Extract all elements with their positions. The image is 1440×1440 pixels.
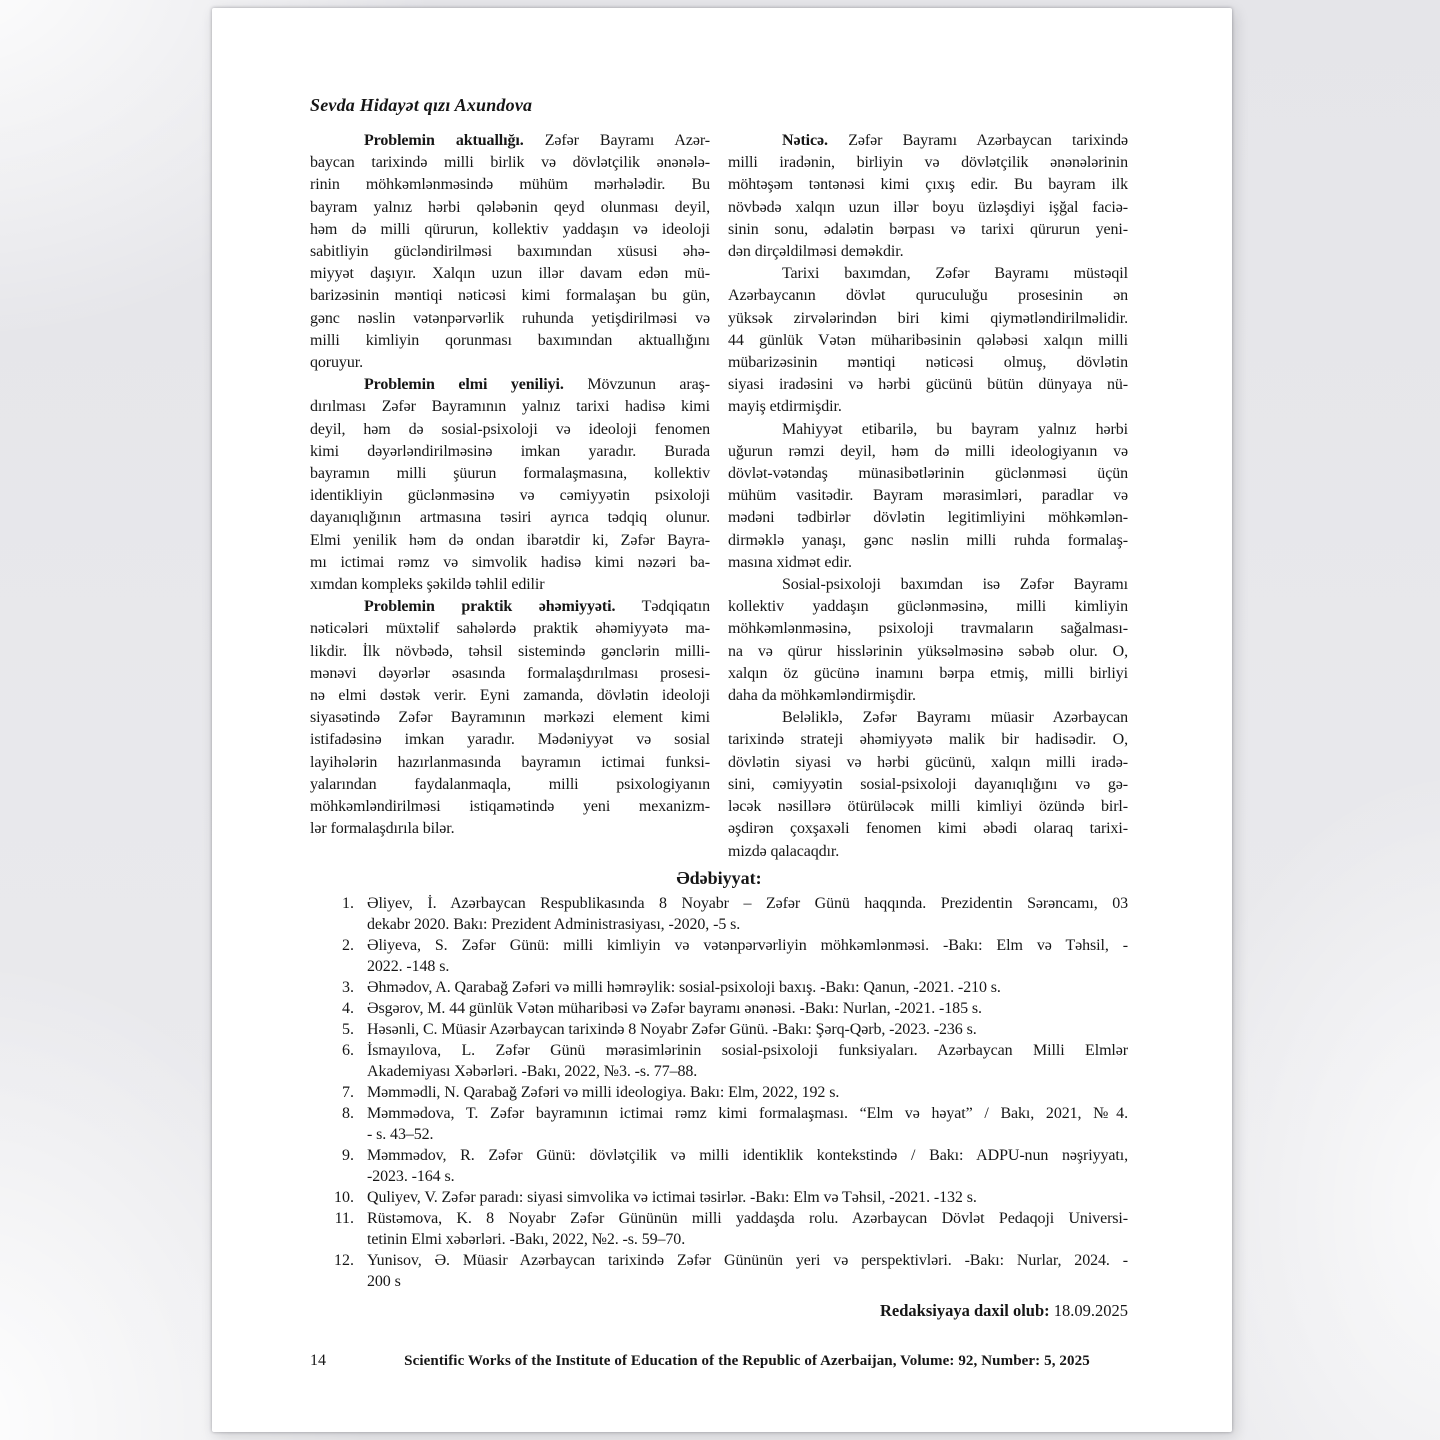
text-line: möhtəşəm təntənəsi kimi çıxış edir. Bu bayram ilk [728, 176, 1128, 194]
bibliography-item [310, 893, 1128, 935]
text-line: Mahiyyət etibarilə, bu bayram yalnız hərbi [782, 420, 1128, 438]
paragraph [728, 263, 1128, 418]
text-line: Elmi yenilik həm də ondan ibarətdir ki, Zəfər Bayra- [310, 531, 710, 549]
text-line: Rüstəmova, K. 8 Noyabr Zəfər Gününün milli yaddaşda rolu. Azərbaycan Dövlət Pedaqoji Universi- [367, 1210, 1128, 1227]
journal-title: Scientific Works of the Institute of Education of the Republic of Azerbaijan, Volume: 92, Number: 5, 2025 [404, 1353, 1090, 1369]
text-line: Əliyev, İ. Azərbaycan Respublikasında 8 Noyabr – Zəfər Günü haqqında. Prezidentin Sərəncamı, 03 [367, 895, 1128, 912]
text-line: siyasətində Zəfər Bayramının mərkəzi element kimi [310, 709, 710, 727]
text-line: 2022. -148 s. [367, 958, 450, 975]
item-text [367, 1103, 1128, 1145]
text-line: dirməklə yanaşı, gənc nəslin milli ruhda formalaş- [728, 531, 1128, 549]
paragraph [310, 374, 710, 596]
text-line: Yunisov, Ə. Müasir Azərbaycan tarixində Zəfər Gününün yeri və perspektivləri. -Bakı: Nurlar, 2024. - [367, 1252, 1128, 1269]
text-line: Əhmədov, A. Qarabağ Zəfəri və milli həmrəylik: sosial-psixoloji baxış. -Bakı: Qanun, -2021. -210 s. [367, 979, 1001, 996]
text-line: xımdan kompleks şəkildə təhlil edilir [310, 576, 545, 594]
item-text [367, 1187, 1128, 1208]
text-line: sabitliyin gücləndirilməsi baxımından xüsusi əhə- [310, 243, 710, 261]
received-label: Redaksiyaya daxil olub: [880, 1301, 1050, 1320]
text-line: Akademiyası Xəbərləri. -Bakı, 2022, №3. -s. 77–88. [367, 1063, 698, 1080]
column-left [310, 130, 710, 863]
bibliography-item [310, 935, 1128, 977]
text-line: rinin möhkəmlənməsində mühüm mərhələdir. Bu [310, 176, 710, 194]
bibliography-item [310, 1103, 1128, 1145]
text-line: əşdirən çoxşaxəli fenomen kimi əbədi olaraq tarixi- [728, 820, 1128, 838]
paragraph [728, 707, 1128, 862]
text-line: dayanıqlığının artmasına təsiri ayrıca tədqiq olunur. [310, 509, 710, 527]
item-text [367, 1019, 1128, 1040]
column-right [728, 130, 1128, 863]
text-line: İsmayılova, L. Zəfər Günü mərasimlərinin sosial-psixoloji funksiyaları. Azərbaycan Milli Elmlər [367, 1042, 1128, 1059]
item-text [367, 1082, 1128, 1103]
text-line: Məmmədli, N. Qarabağ Zəfəri və milli ideologiya. Bakı: Elm, 2022, 192 s. [367, 1084, 840, 1101]
bibliography-item [310, 1019, 1128, 1040]
text-line: nəticələri müxtəlif sahələrdə praktik əhəmiyyətə ma- [310, 620, 710, 638]
text-line: sinin sonu, ədalətin bərpası və tarixi qürurun yeni- [728, 220, 1128, 238]
text-line: ləcək nəsillərə ötürüləcək milli kimliyi özündə birl- [728, 798, 1128, 816]
text-line-rest: Zəfər Bayramı Azər- [544, 132, 711, 149]
text-line: gənc nəslin vətənpərvərlik ruhunda yetişdirilməsi və [310, 309, 710, 327]
paragraph-lead: Problemin aktuallığı. [364, 132, 524, 149]
text-line: daha da möhkəmləndirmişdir. [728, 687, 916, 705]
author-header: Sevda Hidayət qızı Axundova [310, 95, 533, 115]
paragraph [310, 130, 710, 374]
text-line: kollektiv yaddaşın güclənməsinə, milli kimliyin [728, 598, 1128, 616]
page-number: 14 [310, 1352, 326, 1369]
item-number: 1. [342, 895, 354, 912]
text-line: bayram yalnız hərbi qələbənin qeyd olunması deyil, [310, 198, 710, 216]
item-number: 2. [342, 937, 354, 954]
item-text [367, 1208, 1128, 1250]
item-number: 6. [342, 1042, 354, 1059]
text-line: identikliyin güclənməsinə və cəmiyyətin psixoloji [310, 487, 710, 505]
text-line: bayramın milli şüurun formalaşmasına, kollektiv [310, 465, 710, 483]
text-line: Məmmədova, T. Zəfər bayramının ictimai rəmz kimi formalaşması. “Elm və həyat” / Bakı, 2021, №4. [367, 1105, 1128, 1122]
text-line: masına xidmət edir. [728, 553, 852, 571]
text-line-rest: Zəfər Bayramı Azərbaycan tarixində [848, 132, 1128, 149]
item-number: 3. [342, 979, 354, 996]
text-line: Beləliklə, Zəfər Bayramı müasir Azərbaycan [782, 709, 1128, 727]
text-line: siyasi iradəsini və hərbi gücünü bütün dünyaya nü- [728, 376, 1128, 394]
item-number: 8. [342, 1105, 354, 1122]
text-line [310, 374, 710, 396]
item-text [367, 977, 1128, 998]
text-line: mı ictimai rəmz və simvolik hadisə kimi nəzəri ba- [310, 553, 710, 571]
text-line: Əsgərov, M. 44 günlük Vətən müharibəsi və Zəfər bayramı ənənəsi. -Bakı: Nurlan, -2021. -185 s. [367, 1000, 982, 1017]
text-line: möhkəmləndirilməsi istiqamətində yeni mexanizm- [310, 798, 710, 816]
text-line: mədəni tədbirlər dövlətin legitimliyini möhkəmlən- [728, 509, 1128, 527]
text-line: möhkəmlənməsinə, psixoloji travmaların sağalması- [728, 620, 1128, 638]
paragraph [728, 419, 1128, 574]
text-line: na və qürur hisslərinin yüksəlməsinə səbəb olur. O, [728, 642, 1128, 660]
text-line: nə elmi dəstək verir. Eyni zamanda, dövlətin ideoloji [310, 687, 710, 705]
text-line: sini, cəmiyyətin sosial-psixoloji dayanıqlığını və gə- [728, 775, 1128, 793]
text-line-rest: Tədqiqatın [641, 598, 710, 616]
bibliography-item [310, 1208, 1128, 1250]
text-line: 44 günlük Vətən müharibəsinin qələbəsi xalqın milli [728, 331, 1128, 349]
text-line: -2023. -164 s. [367, 1168, 455, 1185]
text-line: növbədə xalqın uzun illər boyu üzləşdiyi işğal faciə- [728, 198, 1128, 216]
paragraph-lead: Problemin praktik əhəmiyyəti. [364, 598, 616, 616]
text-line: Sosial-psixoloji baxımdan isə Zəfər Bayramı [782, 576, 1128, 594]
text-line: mübarizəsinin məntiqi nəticəsi olmuş, dövlətin [728, 354, 1128, 372]
item-number: 12. [334, 1252, 354, 1269]
item-number: 10. [334, 1189, 354, 1206]
item-text [367, 998, 1128, 1019]
text-line: dövlət-vətəndaş münasibətlərinin güclənməsi üçün [728, 465, 1128, 483]
item-text [367, 1040, 1128, 1082]
bibliography-heading: Ədəbiyyat: [676, 868, 762, 888]
text-line [310, 130, 710, 152]
text-line: Quliyev, V. Zəfər paradı: siyasi simvolika və ictimai təsirlər. -Bakı: Elm və Təhsil, -2021. -132 s. [367, 1189, 977, 1206]
text-line: layihələrin hazırlanmasında bayramın ictimai funksi- [310, 753, 710, 771]
text-line: istifadəsinə imkan yaradır. Mədəniyyət və sosial [310, 731, 710, 749]
text-line: tarixində strateji əhəmiyyətə malik bir hadisədir. O, [728, 731, 1128, 749]
item-number: 9. [342, 1147, 354, 1164]
text-line [728, 130, 1128, 152]
page-sheet [212, 8, 1232, 1432]
bibliography-item [310, 977, 1128, 998]
bibliography-item [310, 1040, 1128, 1082]
article-body [310, 130, 1128, 863]
item-number: 4. [342, 1000, 354, 1017]
bibliography-item [310, 998, 1128, 1019]
text-line: kimi dəyərləndirilməsinə imkan yaradır. Burada [310, 442, 710, 460]
bibliography-list [310, 893, 1128, 1292]
item-number: 7. [342, 1084, 354, 1101]
text-line: deyil, həm də sosial-psixoloji və ideoloji fenomen [310, 420, 710, 438]
text-line: miyyət daşıyır. Xalqın uzun illər davam edən mü- [310, 265, 710, 283]
paragraph [728, 130, 1128, 263]
text-line: mizdə qalacaqdır. [728, 842, 840, 860]
paragraph-lead: Problemin elmi yeniliyi. [364, 376, 564, 394]
text-line: mənəvi dəyərlər əsasında formalaşdırılması prosesi- [310, 664, 710, 682]
paragraph [310, 596, 710, 840]
text-line: qoruyur. [310, 354, 363, 372]
text-line: baycan tarixində milli birlik və dövlətçilik ənənələ- [310, 154, 710, 172]
text-line: yalarından faydalanmaqla, milli psixologiyanın [310, 775, 710, 793]
text-line: dırılması Zəfər Bayramının yalnız tarixi hadisə kimi [310, 398, 710, 416]
text-line: mühüm vasitədir. Bayram mərasimləri, paradlar və [728, 487, 1128, 505]
item-number: 11. [334, 1210, 354, 1227]
page-footer [310, 1352, 1128, 1370]
bibliography-item [310, 1082, 1128, 1103]
item-number: 5. [342, 1021, 354, 1038]
text-line: barizəsinin məntiqi nəticəsi kimi formalaşan bu gün, [310, 287, 710, 305]
text-line: Tarixi baxımdan, Zəfər Bayramı müstəqil [782, 265, 1128, 283]
bibliography-item [310, 1145, 1128, 1187]
text-line: milli kimliyin qorunması baxımından aktuallığını [310, 331, 710, 349]
item-text [367, 935, 1128, 977]
text-line: dən dirçəldilməsi deməkdir. [728, 243, 904, 261]
text-line: mayiş etdirmişdir. [728, 398, 842, 416]
text-line: Əliyeva, S. Zəfər Günü: milli kimliyin və vətənpərvərliyin möhkəmlənməsi. -Bakı: Elm və Təhsil, - [367, 937, 1128, 954]
item-text [367, 893, 1128, 935]
text-line-rest: Mövzunun araş- [587, 376, 711, 394]
text-line [310, 596, 710, 618]
text-line: Məmmədov, R. Zəfər Günü: dövlətçilik və milli identiklik kontekstində / Bakı: ADPU-nun nəşriyyatı, [367, 1147, 1128, 1164]
text-line: - s. 43–52. [367, 1126, 434, 1143]
bibliography-item [310, 1250, 1128, 1292]
received-note [310, 1300, 1128, 1322]
item-text [367, 1145, 1128, 1187]
text-line: dekabr 2020. Bakı: Prezident Administrasiyası, -2020, -5 s. [367, 916, 741, 933]
text-line: 200 s [367, 1273, 401, 1290]
text-line: likdir. İlk növbədə, təhsil sistemində gənclərin milli- [310, 642, 710, 660]
received-date: 18.09.2025 [1053, 1301, 1128, 1320]
text-line: lər formalaşdırıla bilər. [310, 820, 455, 838]
text-line: tetinin Elmi xəbərləri. -Bakı, 2022, №2. -s. 59–70. [367, 1231, 686, 1248]
bibliography-item [310, 1187, 1128, 1208]
paragraph-lead: Nəticə. [782, 132, 828, 149]
text-line: uğurun rəmzi deyil, həm də milli ideologiyanın və [728, 442, 1128, 460]
paragraph [728, 574, 1128, 707]
text-line: həm də milli qürurun, kollektiv yaddaşın və ideoloji [310, 220, 710, 238]
text-line: Həsənli, C. Müasir Azərbaycan tarixində 8 Noyabr Zəfər Günü. -Bakı: Şərq-Qərb, -2023. -236 s. [367, 1021, 977, 1038]
text-line: Azərbaycanın dövlət quruculuğu prosesinin ən [728, 287, 1128, 305]
text-line: dövlətin siyasi və hərbi gücünü, xalqın milli iradə- [728, 753, 1128, 771]
text-line: milli iradənin, birliyin və dövlətçilik ənənələrinin [728, 154, 1128, 172]
item-text [367, 1250, 1128, 1292]
text-line: xalqın öz gücünə inamını bərpa etmiş, milli birliyi [728, 664, 1128, 682]
text-line: yüksək zirvələrindən biri kimi qiymətləndirilməlidir. [728, 309, 1128, 327]
